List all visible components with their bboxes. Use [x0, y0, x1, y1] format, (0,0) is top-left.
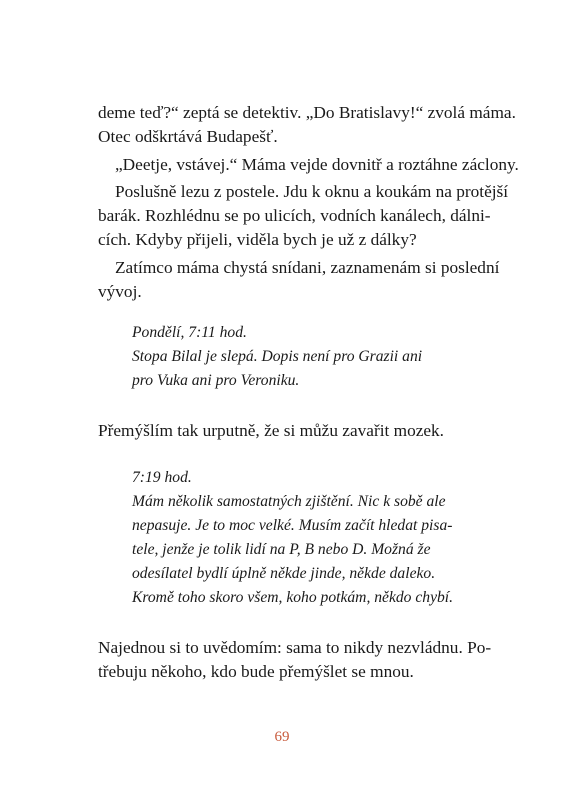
diary-note-line: odesílatel bydlí úplně někde jinde, někde daleko. [132, 565, 436, 582]
diary-note-line: 7:19 hod. [132, 469, 192, 486]
text-line: „Deetje, vstávej.“ Máma vejde dovnitř a roztáhne záclony. [115, 155, 519, 174]
text-line: cích. Kdyby přijeli, viděla bych je už z dálky? [98, 230, 417, 249]
text-line: Najednou si to uvědomím: sama to nikdy nezvládnu. Po- [98, 638, 492, 657]
text-line: deme teď?“ zeptá se detektiv. „Do Bratislavy!“ zvolá máma. [98, 103, 516, 122]
text-line: barák. Rozhlédnu se po ulicích, vodních kanálech, dálni- [98, 206, 491, 225]
page-number: 69 [274, 729, 290, 745]
text-line: Poslušně lezu z postele. Jdu k oknu a koukám na protější [115, 182, 509, 201]
text-line: Otec odškrtává Budapešť. [98, 127, 278, 146]
diary-note-line: nepasuje. Je to moc velké. Musím začít hledat pisa- [132, 517, 453, 534]
text-line: třebuju někoho, kdo bude přemýšlet se mnou. [98, 662, 414, 681]
diary-note-line: Mám několik samostatných zjištění. Nic k sobě ale [132, 493, 446, 510]
diary-note-line: Kromě toho skoro všem, koho potkám, někdo chybí. [132, 589, 454, 606]
text-line: Zatímco máma chystá snídani, zaznamenám si poslední [115, 258, 500, 277]
diary-note-line: Pondělí, 7:11 hod. [132, 324, 247, 341]
diary-note-line: Stopa Bilal je slepá. Dopis není pro Grazii ani [132, 348, 423, 365]
text-line: vývoj. [98, 282, 142, 301]
diary-note-line: tele, jenže je tolik lidí na P, B nebo D. Možná že [132, 541, 431, 558]
text-line: Přemýšlím tak urputně, že si můžu zavařit mozek. [98, 421, 445, 440]
diary-note-line: pro Vuka ani pro Veroniku. [132, 372, 300, 389]
